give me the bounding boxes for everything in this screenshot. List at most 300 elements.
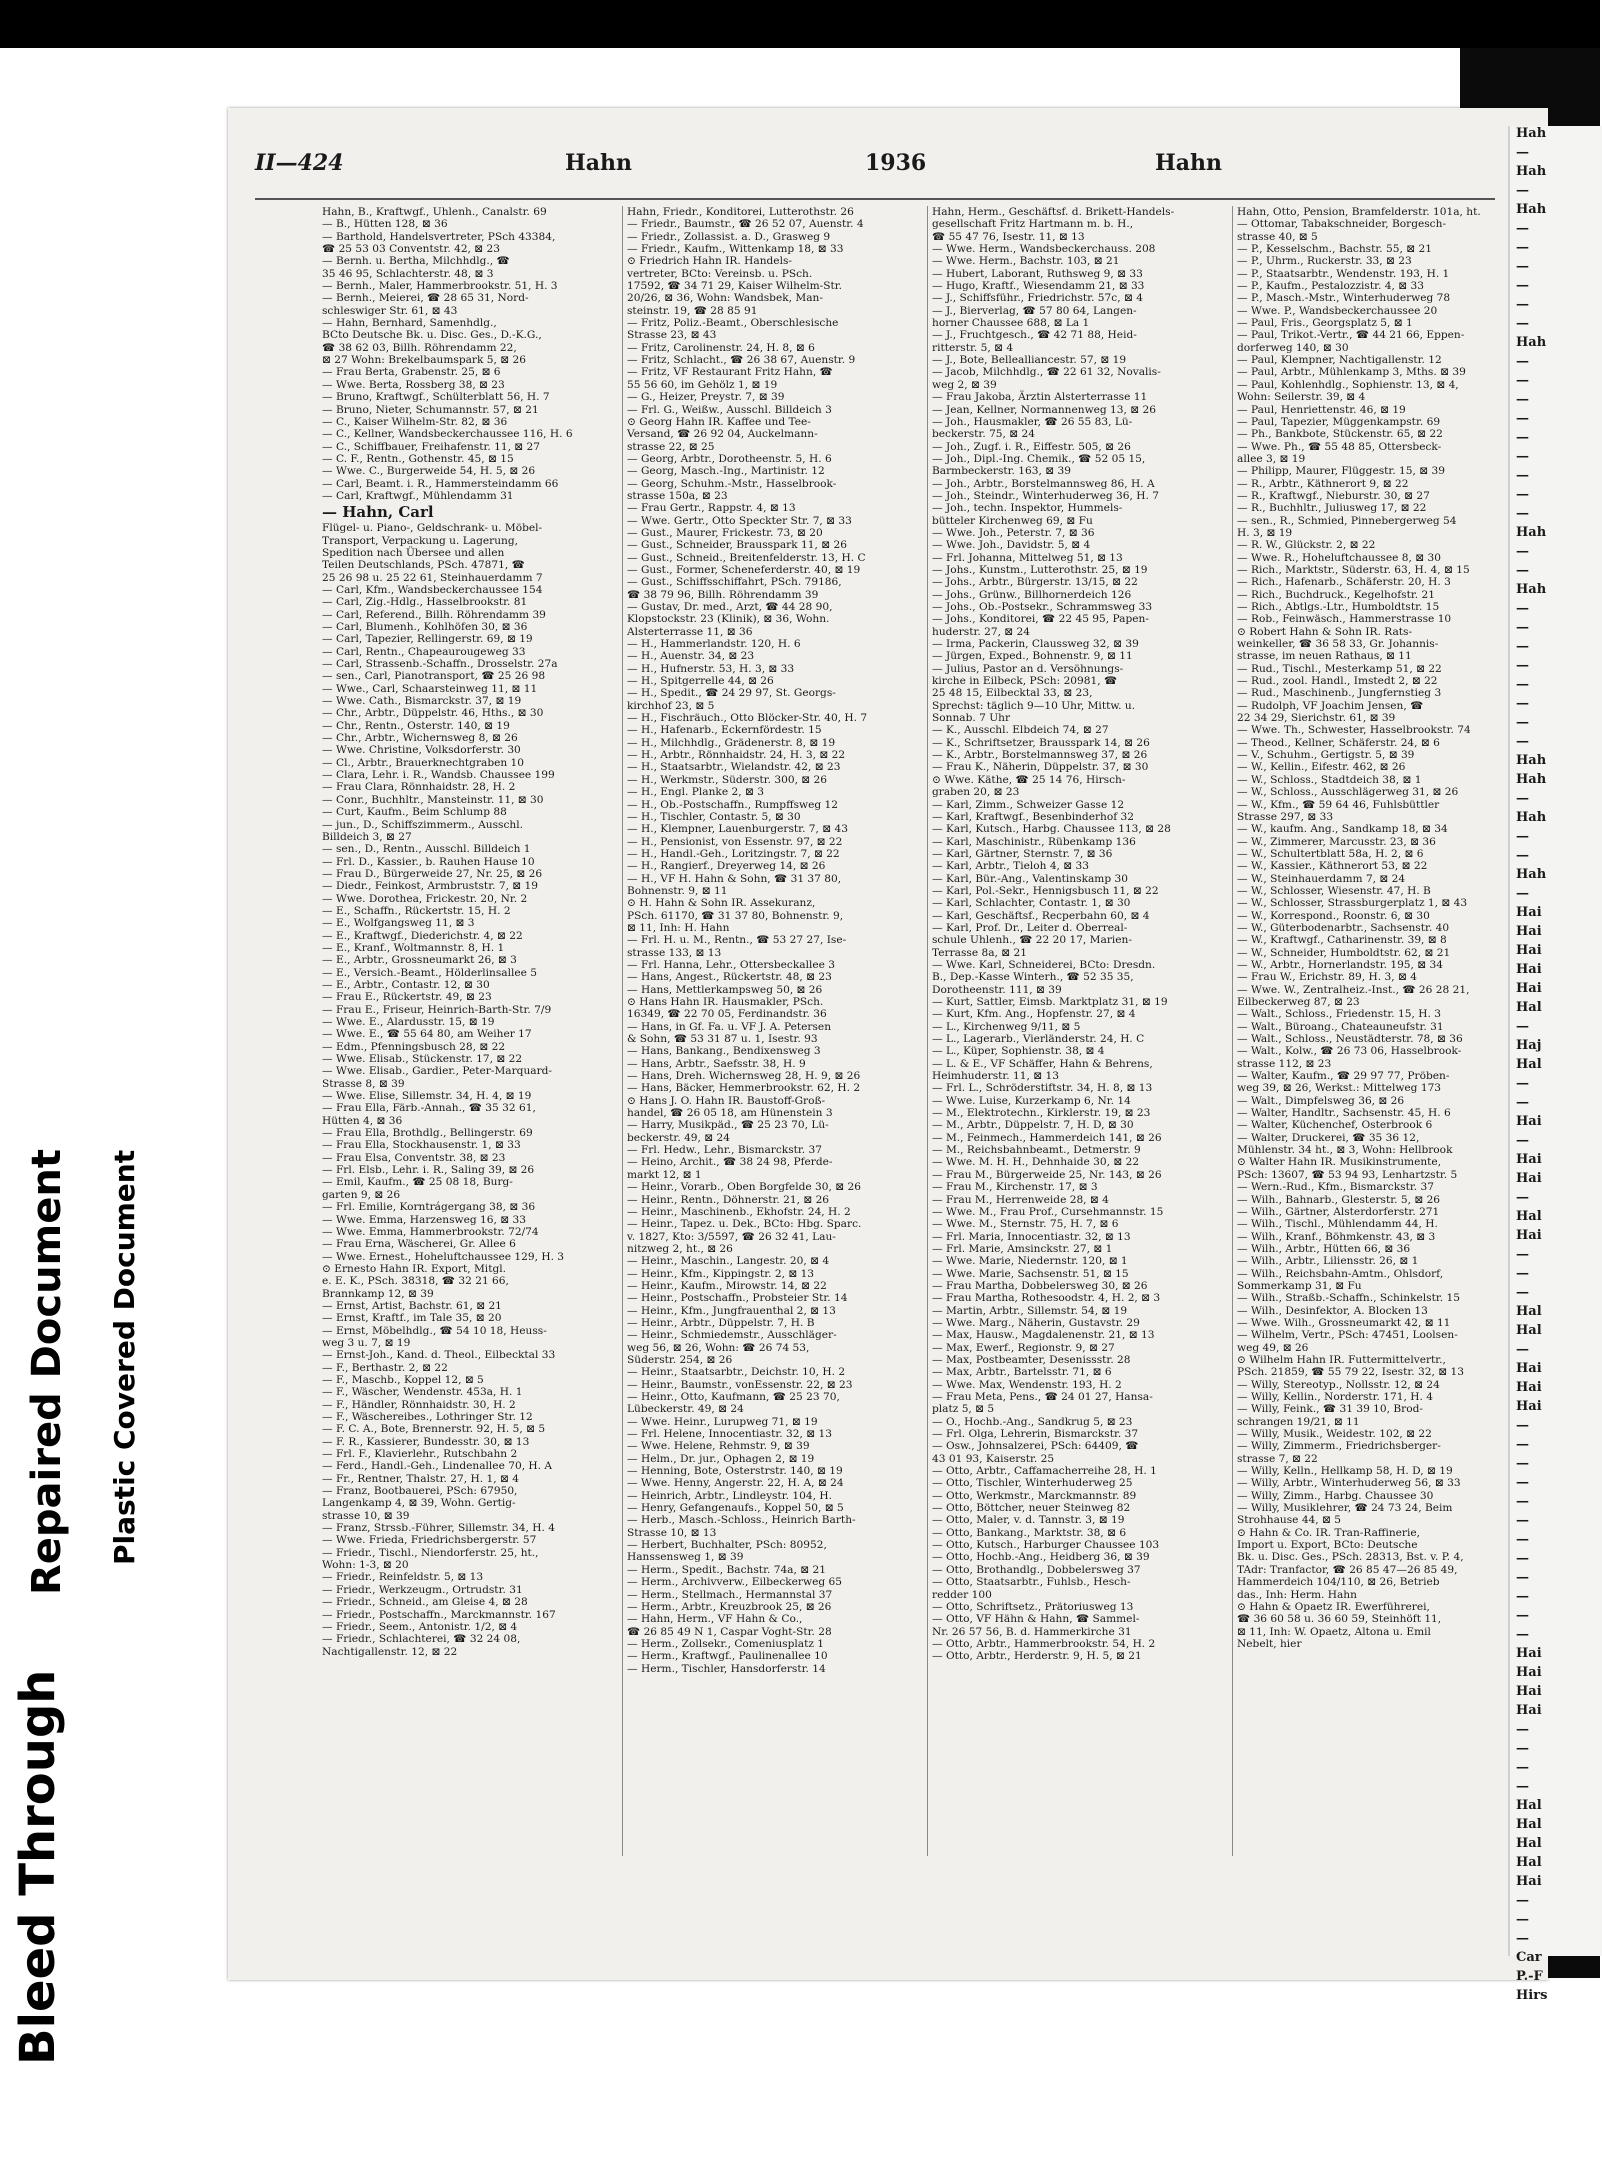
directory-entry: weg 49, ⊠ 26	[1237, 1341, 1309, 1354]
directory-entry: — F., Wäscher, Wendenstr. 453a, H. 1	[322, 1386, 523, 1399]
directory-entry: — Gust., Schiffsschiffahrt, PSch. 79186,	[627, 576, 842, 589]
directory-entry: ⊙ H. Hahn & Sohn IR. Assekuranz,	[627, 897, 816, 910]
directory-entry: ritterstr. 5, ⊠ 4	[932, 341, 1014, 354]
directory-entry: — Carl, Kraftwgf., Mühlendamm 31	[322, 489, 514, 502]
adjacent-page-fragment: —	[1516, 1247, 1529, 1262]
directory-entry: — Walt., Büroang., Chateauneufstr. 31	[1237, 1020, 1444, 1033]
directory-entry: — H., Ob.-Postschaffn., Rumpffsweg 12	[627, 798, 839, 811]
running-head-left: Hahn	[565, 150, 633, 176]
directory-entry: — W., Schultertblatt 58a, H. 2, ⊠ 6	[1237, 847, 1424, 860]
adjacent-page-fragment: —	[1516, 1437, 1529, 1452]
directory-entry: — Heinr., Kfm., Kippingstr. 2, ⊠ 13	[627, 1267, 815, 1280]
directory-entry: — K., Ausschl. Elbdeich 74, ⊠ 27	[932, 724, 1109, 737]
directory-entry: — H., Engl. Planke 2, ⊠ 3	[627, 786, 764, 799]
directory-entry: — Wilh., Desinfektor, A. Blocken 13	[1237, 1304, 1428, 1317]
directory-entry: — Joh., Dipl.-Ing. Chemik., ☎ 52 05 15,	[932, 452, 1146, 465]
directory-entry: — W., Schneider, Humboldtstr. 62, ⊠ 21	[1237, 946, 1451, 959]
directory-entry: — Frau Gertr., Rappstr. 4, ⊠ 13	[627, 502, 796, 515]
directory-entry: — Heinr., Maschin., Langestr. 20, ⊠ 4	[627, 1255, 830, 1268]
directory-entry: — Ernst, Artist, Bachstr. 61, ⊠ 21	[322, 1299, 502, 1312]
directory-entry: — Joh., Hausmakler, ☎ 26 55 83, Lü-	[932, 415, 1133, 428]
directory-entry: Strohhause 44, ⊠ 5	[1237, 1514, 1342, 1527]
bleed-through-label: Bleed Through	[10, 1669, 66, 2065]
adjacent-page-fragment: Hah	[1516, 582, 1547, 597]
scan-annotation-labels	[0, 560, 200, 2065]
directory-entry: e. E. K., PSch. 38318, ☎ 32 21 66,	[322, 1275, 509, 1288]
directory-entry: — H., Handl.-Geh., Loritzingstr. 7, ⊠ 22	[627, 847, 840, 860]
adjacent-page-fragment: Hai	[1516, 1380, 1542, 1395]
directory-entry: — Friedr., Seem., Antonistr. 1/2, ⊠ 4	[322, 1620, 518, 1633]
adjacent-page-fragment: Hah	[1516, 335, 1547, 350]
directory-entry: Eilbeckerweg 87, ⊠ 23	[1237, 996, 1360, 1008]
directory-entry: Hütten 4, ⊠ 36	[322, 1114, 403, 1127]
directory-entry: — Frl. Olga, Lehrerin, Bismarckstr. 37	[932, 1428, 1139, 1441]
page-header	[255, 150, 1495, 190]
directory-entry: — Karl, Arbtr., Tieloh 4, ⊠ 33	[932, 860, 1090, 873]
directory-entry: — Willy, Musik., Weidestr. 102, ⊠ 22	[1237, 1428, 1432, 1441]
adjacent-page-fragment: —	[1516, 1513, 1529, 1528]
directory-entry: H. 3, ⊠ 19	[1237, 526, 1293, 539]
directory-entry: — F., Berthastr. 2, ⊠ 22	[322, 1361, 448, 1374]
directory-entry: — Frl. G., Weißw., Ausschl. Billdeich 3	[627, 403, 832, 416]
directory-entry: allee 3, ⊠ 19	[1237, 452, 1306, 465]
directory-entry: — H., Klempner, Lauenburgerstr. 7, ⊠ 43	[627, 823, 849, 836]
directory-entry: Sommerkamp 31, ⊠ Fu	[1237, 1279, 1362, 1292]
directory-entry: — Ph., Bankbote, Stückenstr. 65, ⊠ 22	[1237, 428, 1443, 441]
adjacent-page-fragment: —	[1516, 1627, 1529, 1642]
directory-entry: — E., Arbtr., Grossneumarkt 26, ⊠ 3	[322, 954, 517, 967]
directory-entry: Sprechst: täglich 9—10 Uhr, Mittw. u.	[932, 699, 1136, 712]
directory-entry: — Wwe. Cath., Bismarckstr. 37, ⊠ 19	[322, 695, 522, 708]
directory-entry: — F., Maschb., Koppel 12, ⊠ 5	[322, 1373, 484, 1386]
directory-entry: ⊙ Robert Hahn & Sohn IR. Rats-	[1237, 625, 1413, 638]
directory-entry: weg 3 u. 7, ⊠ 19	[322, 1336, 411, 1349]
directory-entry: — Otto, Werkmstr., Marckmannstr. 89	[932, 1489, 1137, 1502]
directory-entry: 35 46 95, Schlachterstr. 48, ⊠ 3	[322, 267, 494, 280]
directory-entry: — Wwe. Gertr., Otto Speckter Str. 7, ⊠ 33	[627, 514, 852, 527]
directory-entry: — Carl, Zig.-Hdlg., Hasselbrookstr. 81	[322, 596, 528, 609]
adjacent-page-fragment: —	[1516, 430, 1529, 445]
adjacent-page-fragment: —	[1516, 696, 1529, 711]
directory-entry: Sonnab. 7 Uhr	[932, 712, 1011, 725]
adjacent-page-fragment: Hal	[1516, 1209, 1542, 1224]
directory-entry: — Frau E., Friseur, Heinrich-Barth-Str. 7/9	[322, 1003, 552, 1016]
directory-entry: — E., Kraftwgf., Diederichstr. 4, ⊠ 22	[322, 929, 523, 942]
directory-entry: ⊠ 11, Inh: W. Opaetz, Altona u. Emil	[1237, 1625, 1431, 1638]
directory-entry: — Paul, Arbtr., Mühlenkamp 3, Mths. ⊠ 39	[1237, 366, 1466, 379]
adjacent-page-fragment: Hai	[1516, 1703, 1542, 1718]
directory-entry: — Diedr., Feinkost, Armbruststr. 7, ⊠ 19	[322, 880, 539, 893]
directory-entry: — Wwe. Ernest., Hoheluftchaussee 129, H. 3	[322, 1250, 565, 1263]
adjacent-page-fragment: Hai	[1516, 1152, 1542, 1167]
directory-entry: — P., Kaufm., Pestalozzistr. 4, ⊠ 33	[1237, 280, 1424, 293]
directory-entry: vertreter, BCto: Vereinsb. u. PSch.	[627, 267, 813, 280]
adjacent-page-fragment: Hai	[1516, 1228, 1542, 1243]
directory-entry: — Jean, Kellner, Normannenweg 13, ⊠ 26	[932, 403, 1156, 416]
directory-entry: 17592, ☎ 34 71 29, Kaiser Wilhelm-Str.	[627, 280, 843, 293]
adjacent-page-fragment: —	[1516, 677, 1529, 692]
directory-entry: ☎ 55 47 76, Isestr. 11, ⊠ 13	[932, 230, 1085, 243]
directory-entry: — Frl. Elsb., Lehr. i. R., Saling 39, ⊠ 26	[322, 1164, 535, 1177]
directory-entry: — O., Hochb.-Ang., Sandkrug 5, ⊠ 23	[932, 1415, 1133, 1428]
directory-entry: — Frl. Johanna, Mittelweg 51, ⊠ 13	[932, 551, 1123, 564]
directory-entry: — Kurt, Sattler, Eimsb. Marktplatz 31, ⊠ 19	[932, 996, 1168, 1008]
directory-entry: strasse 150a, ⊠ 23	[627, 489, 728, 502]
directory-entry: — Gustav, Dr. med., Arzt, ☎ 44 28 90,	[627, 601, 833, 613]
directory-entry: — W., Zimmerer, Marcusstr. 23, ⊠ 36	[1237, 835, 1436, 848]
directory-entry: — Max, Hausw., Magdalenenstr. 21, ⊠ 13	[932, 1329, 1155, 1342]
directory-entry: ⊙ Georg Hahn IR. Kaffee und Tee-	[627, 415, 811, 428]
directory-entry: — M., Elektrotechn., Kirklerstr. 19, ⊠ 23	[932, 1107, 1151, 1120]
directory-entry: — Harry, Musikpäd., ☎ 25 23 70, Lü-	[627, 1119, 829, 1132]
directory-entry: Billdeich 3, ⊠ 27	[322, 830, 412, 843]
adjacent-page-fragment: Hai	[1516, 1684, 1542, 1699]
directory-entry: Spedition nach Übersee und allen	[322, 546, 505, 559]
directory-entry: Nr. 26 57 56, B. d. Hammerkirche 31	[932, 1625, 1132, 1638]
directory-entry: — Herm., Kraftwgf., Paulinenallee 10	[627, 1650, 828, 1663]
directory-entry: — Frl. D., Kassier., b. Rauhen Hause 10	[322, 855, 535, 868]
directory-entry: schrangen 19/21, ⊠ 11	[1237, 1415, 1360, 1428]
adjacent-page-fragment: Hal	[1516, 1817, 1542, 1832]
directory-entry: strasse 10, ⊠ 39	[322, 1509, 410, 1522]
directory-entry: — Rud., Tischl., Mesterkamp 51, ⊠ 22	[1237, 662, 1442, 675]
directory-entry: — Heinr., Kfm., Jungfrauenthal 2, ⊠ 13	[627, 1304, 836, 1317]
directory-entry: Terrasse 8a, ⊠ 21	[932, 946, 1027, 959]
directory-entry: Hahn, B., Kraftwgf., Uhlenh., Canalstr. 69	[322, 206, 547, 218]
adjacent-page-fragment: —	[1516, 1760, 1529, 1775]
adjacent-page-fragment: —	[1516, 487, 1529, 502]
adjacent-page-fragment: —	[1516, 449, 1529, 464]
directory-entry: — W., kaufm. Ang., Sandkamp 18, ⊠ 34	[1237, 823, 1448, 836]
directory-entry: — Frau M., Kirchenstr. 17, ⊠ 3	[932, 1181, 1098, 1194]
directory-entry: — Edm., Pfenningsbusch 28, ⊠ 22	[322, 1040, 506, 1053]
directory-entry: — Heinr., Baumstr., vonEssenstr. 22, ⊠ 23	[627, 1378, 853, 1391]
directory-column-2	[627, 206, 928, 1856]
directory-entry: — C., Schiffbauer, Freihafenstr. 11, ⊠ 27	[322, 440, 541, 453]
adjacent-page-fragment: —	[1516, 259, 1529, 274]
directory-entry: — Heinr., Maschinenb., Ekhofstr. 24, H. 2	[627, 1205, 851, 1218]
directory-entry: — R., Kraftwgf., Nieburstr. 30, ⊠ 27	[1237, 489, 1430, 502]
directory-entry: — Wwe. M. H. H., Dehnhaide 30, ⊠ 22	[932, 1156, 1140, 1169]
adjacent-page-fragment: —	[1516, 848, 1529, 863]
directory-entry: — L., Lagerarb., Vierländerstr. 24, H. C	[932, 1033, 1145, 1046]
directory-entry: — Walter, Druckerei, ☎ 35 36 12,	[1237, 1131, 1420, 1144]
page-number: II—424	[255, 150, 344, 176]
directory-entry: — Wilh., Arbtr., Hütten 66, ⊠ 36	[1237, 1242, 1411, 1255]
directory-entry: — Wwe. Marie, Niedernstr. 120, ⊠ 1	[932, 1255, 1128, 1268]
directory-column-3	[932, 206, 1233, 1856]
directory-entry: — M., Arbtr., Düppelstr. 7, H. D, ⊠ 30	[932, 1119, 1134, 1132]
adjacent-page-fragment: —	[1516, 658, 1529, 673]
directory-entry: — Willy, Feink., ☎ 31 39 10, Brod-	[1237, 1403, 1423, 1416]
directory-entry: — Frl. F., Klavierlehr., Rutschbahn 2	[322, 1448, 518, 1461]
directory-entry: — Herm., Archivverw., Eilbeckerweg 65	[627, 1576, 842, 1589]
adjacent-page-fragment: —	[1516, 715, 1529, 730]
directory-entry: — Otto, Bankang., Marktstr. 38, ⊠ 6	[932, 1526, 1127, 1539]
directory-entry: — Carl, Referend., Billh. Röhrendamm 39	[322, 608, 546, 621]
directory-entry: — Friedr., Reinfeldstr. 5, ⊠ 13	[322, 1571, 484, 1584]
directory-entry: — Rud., zool. Handl., Imstedt 2, ⊠ 22	[1237, 675, 1438, 688]
directory-entry: weg 56, ⊠ 26, Wohn: ☎ 26 74 53,	[627, 1341, 810, 1354]
directory-entry: schleswiger Str. 61, ⊠ 43	[322, 304, 458, 317]
directory-entry: graben 20, ⊠ 23	[932, 786, 1020, 799]
directory-entry: ⊠ 11, Inh: H. Hahn	[627, 921, 730, 934]
directory-entry: — Wwe. Dorothea, Frickestr. 20, Nr. 2	[322, 892, 528, 905]
directory-entry: — Heinr., Otto, Kaufmann, ☎ 25 23 70,	[627, 1391, 840, 1403]
directory-entry: — H., VF H. Hahn & Sohn, ☎ 31 37 80,	[627, 872, 842, 885]
directory-entry: Flügel- u. Piano-, Geldschrank- u. Möbel-	[322, 522, 543, 535]
directory-entry: — Wwe. M., Sternstr. 75, H. 7, ⊠ 6	[932, 1218, 1119, 1231]
directory-entry: — Willy, Arbtr., Winterhuderweg 56, ⊠ 33	[1237, 1477, 1461, 1490]
directory-entry: — Clara, Lehr. i. R., Wandsb. Chaussee 199	[322, 769, 555, 782]
directory-entry: — Frl. Marie, Amsinckstr. 27, ⊠ 1	[932, 1242, 1113, 1255]
directory-entry: ⊙ Friedrich Hahn IR. Handels-	[627, 255, 792, 268]
directory-entry: — Paul, Klempner, Nachtigallenstr. 12	[1237, 354, 1442, 367]
directory-entry: — Gust., Schneid., Breitenfelderstr. 13, H. C	[627, 551, 866, 564]
directory-entry: — Karl, Bür.-Ang., Valentinskamp 30	[932, 872, 1128, 885]
directory-entry: — Joh., techn. Inspektor, Hummels-	[932, 502, 1123, 515]
directory-entry: — jun., D., Schiffszimmerm., Ausschl.	[322, 818, 523, 831]
directory-entry: — Rich., Marktstr., Süderstr. 63, H. 4, ⊠ 15	[1237, 563, 1470, 576]
directory-entry: — Henry, Gefangenaufs., Koppel 50, ⊠ 5	[627, 1502, 844, 1515]
adjacent-page-fragment: —	[1516, 1931, 1529, 1946]
directory-entry: — Otto, Arbtr., Caffamacherreihe 28, H. 1	[932, 1465, 1157, 1478]
directory-entry: garten 9, ⊠ 26	[322, 1188, 401, 1201]
directory-entry: — Fritz, Schlacht., ☎ 26 38 67, Auenstr. 9	[627, 354, 856, 367]
directory-entry: — W., Kraftwgf., Catharinenstr. 39, ⊠ 8	[1237, 934, 1447, 947]
directory-entry: Bk. u. Disc. Ges., PSch. 28313, Bst. v. P. 4,	[1237, 1551, 1464, 1564]
directory-entry: Dorotheenstr. 111, ⊠ 39	[932, 983, 1062, 996]
adjacent-page-fragment: Car	[1516, 1950, 1542, 1965]
directory-entry: — Wwe. Marg., Näherin, Gustavstr. 29	[932, 1316, 1140, 1329]
directory-entry: weg 39, ⊠ 26, Werkst.: Mittelweg 173	[1237, 1082, 1442, 1095]
directory-entry: — R., Buchhltr., Juliusweg 17, ⊠ 22	[1237, 502, 1427, 515]
directory-entry: — Frau Jakoba, Ärztin Alsterterrasse 11	[932, 391, 1148, 404]
directory-entry: — Wwe. Berta, Rossberg 38, ⊠ 23	[322, 378, 505, 391]
adjacent-page-fragment: Hah	[1516, 772, 1547, 787]
directory-entry: — Willy, Zimm., Harbg. Chaussee 30	[1237, 1489, 1434, 1502]
directory-entry: Brannkamp 12, ⊠ 39	[322, 1287, 434, 1300]
directory-entry: — Frl. Emilie, Korntrágergang 38, ⊠ 36	[322, 1201, 536, 1214]
directory-entry: strasse 112, ⊠ 23	[1237, 1057, 1332, 1070]
directory-entry: — Herm., Stellmach., Hermannstal 37	[627, 1588, 833, 1601]
directory-entry: ⊠ 27 Wohn: Brekelbaumspark 5, ⊠ 26	[322, 354, 526, 367]
directory-entry: — Willy, Kelln., Hellkamp 58, H. D, ⊠ 19	[1237, 1465, 1453, 1478]
directory-entry: — K., Arbtr., Borstelmannsweg 37, ⊠ 26	[932, 749, 1148, 762]
directory-entry: — Karl, Kraftwgf., Besenbinderhof 32	[932, 810, 1135, 823]
directory-entry: strasse 7, ⊠ 22	[1237, 1452, 1318, 1465]
directory-entry: — H., Auenstr. 34, ⊠ 23	[627, 650, 755, 663]
directory-entry: Klopstockstr. 23 (Klinik), ⊠ 36, Wohn.	[627, 613, 830, 626]
directory-entry: Hammerdeich 104/110, ⊠ 26, Betrieb	[1237, 1576, 1440, 1589]
directory-entry: — Fritz, Poliz.-Beamt., Oberschlesische	[627, 317, 839, 330]
directory-entry: ⊙ Walter Hahn IR. Musikinstrumente,	[1237, 1156, 1442, 1169]
directory-entry: — Philipp, Maurer, Flüggestr. 15, ⊠ 39	[1237, 465, 1445, 478]
directory-entry: — Barthold, Handelsvertreter, PSch 43384,	[322, 230, 556, 243]
directory-entry: — Osw., Johnsalzerei, PSch: 64409, ☎	[932, 1440, 1139, 1453]
directory-entry: — Wwe. R., Hoheluftchaussee 8, ⊠ 30	[1237, 551, 1441, 564]
directory-entry: — Walter, Küchenchef, Osterbrook 6	[1237, 1119, 1433, 1132]
directory-entry: — F. R., Kassierer, Bundesstr. 30, ⊠ 13	[322, 1435, 530, 1448]
directory-entry: — Ferd., Handl.-Geh., Lindenallee 70, H. A	[322, 1460, 553, 1473]
directory-entry: 22 34 29, Sierichstr. 61, ⊠ 39	[1237, 712, 1396, 725]
directory-entry: — Friedr., Schlachterei, ☎ 32 24 08,	[322, 1633, 521, 1646]
directory-entry: — Wwe. Henny, Angerstr. 22, H. A, ⊠ 24	[627, 1477, 844, 1490]
directory-entry: kirchhof 23, ⊠ 5	[627, 699, 715, 712]
directory-entry: ☎ 38 62 03, Billh. Röhrendamm 22,	[322, 341, 517, 354]
adjacent-page-fragment: Hal	[1516, 1836, 1542, 1851]
directory-entry: — Wwe. Heinr., Lurupweg 71, ⊠ 19	[627, 1415, 818, 1428]
adjacent-page-fragment: Hah	[1516, 810, 1547, 825]
header-rule	[255, 198, 1495, 200]
adjacent-page-fragment: P.-F	[1516, 1969, 1543, 1984]
directory-entry: — Hans, Bäcker, Hemmerbrookstr. 62, H. 2	[627, 1082, 861, 1095]
adjacent-page-fragment: —	[1516, 734, 1529, 749]
directory-entry: — P., Staatsarbtr., Wendenstr. 193, H. 1	[1237, 267, 1450, 280]
directory-entry: — Karl, Kutsch., Harbg. Chaussee 113, ⊠ 28	[932, 823, 1171, 836]
directory-entry: — Emil, Kaufm., ☎ 25 08 18, Burg-	[322, 1176, 513, 1189]
adjacent-page-fragment: Hah	[1516, 164, 1547, 179]
directory-entry: — C. F., Rentn., Gothenstr. 45, ⊠ 15	[322, 452, 514, 465]
directory-entry: — Heinrich, Arbtr., Lindleystr. 104, H.	[627, 1489, 832, 1502]
directory-entry: — Frl. H. u. M., Rentn., ☎ 53 27 27, Ise-	[627, 934, 847, 947]
directory-entry: — Wwe. M., Frau Prof., Cursehmannstr. 15	[932, 1205, 1164, 1218]
directory-entry: — Wwe. Max, Wendenstr. 193, H. 2	[932, 1378, 1122, 1391]
adjacent-page-fragment: Hal	[1516, 1855, 1542, 1870]
directory-entry: — Wwe. Th., Schwester, Hasselbrookstr. 74	[1237, 724, 1471, 737]
adjacent-page-fragment: —	[1516, 1532, 1529, 1547]
adjacent-page-fragment: Hai	[1516, 924, 1542, 939]
directory-entry: — Gust., Former, Scheneferderstr. 40, ⊠ 19	[627, 563, 861, 576]
adjacent-page-fragment: —	[1516, 1475, 1529, 1490]
adjacent-page-fragment: Hah	[1516, 202, 1547, 217]
directory-entry: — Henning, Bote, Osterstrstr. 140, ⊠ 19	[627, 1465, 843, 1478]
directory-entry: — R., Arbtr., Käthnerort 9, ⊠ 22	[1237, 477, 1409, 490]
directory-entry: Strasse 8, ⊠ 39	[322, 1077, 405, 1090]
directory-entry: ⊙ Wilhelm Hahn IR. Futtermittelvertr.,	[1237, 1353, 1446, 1366]
directory-entry: PSch. 21859, ☎ 55 79 22, Isestr. 32, ⊠ 13	[1237, 1366, 1464, 1379]
directory-entry: — G., Heizer, Preystr. 7, ⊠ 39	[627, 391, 785, 404]
directory-entry: — E., Versich.-Beamt., Hölderlinsallee 5	[322, 966, 538, 979]
directory-entry: 25 48 15, Eilbecktal 33, ⊠ 23,	[932, 687, 1093, 700]
directory-entry: — Herm., Spedit., Bachstr. 74a, ⊠ 21	[627, 1563, 826, 1576]
adjacent-page-fragment: —	[1516, 1722, 1529, 1737]
adjacent-page-fragment: —	[1516, 829, 1529, 844]
adjacent-page-fragment: Hai	[1516, 905, 1542, 920]
directory-entry: — Frau E., Rückertstr. 49, ⊠ 23	[322, 991, 492, 1004]
directory-entry: — W., Steinhauerdamm 7, ⊠ 24	[1237, 872, 1406, 885]
adjacent-page-fragment: Hai	[1516, 1646, 1542, 1661]
directory-entry: bütteler Kirchenweg 69, ⊠ Fu	[932, 514, 1093, 527]
directory-entry: — Frl. Maria, Innocentiastr. 32, ⊠ 13	[932, 1230, 1131, 1243]
directory-entry: — P., Masch.-Mstr., Winterhuderweg 78	[1237, 292, 1451, 305]
adjacent-page-fragment: Hal	[1516, 1304, 1542, 1319]
directory-entry: — Walt., Schloss., Neustädterstr. 78, ⊠ 36	[1237, 1033, 1463, 1046]
adjacent-page-fragment: —	[1516, 1285, 1529, 1300]
directory-entry: — sen., Carl, Pianotransport, ☎ 25 26 98	[322, 670, 546, 683]
directory-entry: strasse 40, ⊠ 5	[1237, 230, 1318, 243]
directory-entry: — Bernh., Maler, Hammerbrookstr. 51, H. 3	[322, 280, 558, 293]
directory-entry: — W., Kfm., ☎ 59 64 46, Fuhlsbüttler	[1237, 798, 1440, 811]
adjacent-page-fragment: Hai	[1516, 981, 1542, 996]
directory-entry: steinstr. 19, ☎ 28 85 91	[627, 304, 758, 317]
directory-entry: — Friedr., Schneid., am Gleise 4, ⊠ 28	[322, 1596, 528, 1609]
directory-entry: strasse, im neuen Rathaus, ⊠ 11	[1237, 650, 1412, 663]
directory-entry: — Rich., Buchdruck., Kegelhofstr. 21	[1237, 588, 1435, 601]
directory-entry: Hahn, Herm., Geschäftsf. d. Brikett-Handels-	[932, 206, 1175, 218]
directory-entry: — Bernh. u. Bertha, Milchhdlg., ☎	[322, 255, 510, 268]
directory-entry: — V., Schuhm., Gertigstr. 5, ⊠ 39	[1237, 749, 1415, 762]
adjacent-page-fragment: —	[1516, 316, 1529, 331]
directory-entry: — Wilh., Arbtr., Liliensstr. 26, ⊠ 1	[1237, 1255, 1419, 1268]
directory-entry: — W., Schlosser, Strassburgerplatz 1, ⊠ 43	[1237, 897, 1468, 910]
directory-entry: — H., Fischräuch., Otto Blöcker-Str. 40, H. 7	[627, 712, 868, 725]
directory-entry: — Wwe. Karl, Schneiderei, BCto: Dresdn.	[932, 958, 1156, 971]
directory-entry: — Walt., Kolw., ☎ 26 73 06, Hasselbrook-	[1237, 1045, 1462, 1058]
directory-entry: & Sohn, ☎ 53 31 87 u. 1, Isestr. 93	[627, 1033, 818, 1046]
directory-entry: Mühlenstr. 34 ht., ⊠ 3, Wohn: Hellbrook	[1237, 1144, 1453, 1157]
directory-entry: — Frau D., Bürgerweide 27, Nr. 25, ⊠ 26	[322, 867, 543, 880]
directory-entry: — P., Kesselschm., Bachstr. 55, ⊠ 21	[1237, 243, 1432, 256]
directory-entry: — H., Hafenarb., Eckernfördestr. 15	[627, 724, 822, 737]
directory-entry: — Joh., Zugf. i. R., Eiffestr. 505, ⊠ 26	[932, 440, 1131, 453]
directory-entry: Strasse 10, ⊠ 13	[627, 1526, 717, 1539]
directory-entry: — Wwe. Luise, Kurzerkamp 6, Nr. 14	[932, 1094, 1131, 1107]
adjacent-page-fragment: Hal	[1516, 1798, 1542, 1813]
directory-entry: — Paul, Henriettenstr. 46, ⊠ 19	[1237, 403, 1406, 416]
directory-entry: — H., Hammerlandstr. 120, H. 6	[627, 638, 801, 651]
directory-entry: — Fritz, Carolinenstr. 24, H. 8, ⊠ 6	[627, 341, 815, 354]
directory-entry: 55 56 60, im Gehölz 1, ⊠ 19	[627, 378, 778, 391]
directory-entry: — Friedr., Kaufm., Wittenkamp 18, ⊠ 33	[627, 243, 844, 256]
directory-entry: — Frau Martha, Rothesoodstr. 4, H. 2, ⊠ 3	[932, 1292, 1161, 1305]
adjacent-page-fragment: —	[1516, 1095, 1529, 1110]
adjacent-page-fragment: —	[1516, 278, 1529, 293]
directory-entry: — Chr., Rentn., Osterstr. 140, ⊠ 19	[322, 719, 510, 732]
adjacent-page-fragment: —	[1516, 145, 1529, 160]
directory-entry: — Theod., Kellner, Schäferstr. 24, ⊠ 6	[1237, 736, 1440, 749]
directory-entry: — Georg, Arbtr., Dorotheenstr. 5, H. 6	[627, 452, 832, 465]
adjacent-page-fragment: —	[1516, 411, 1529, 426]
directory-entry: 16349, ☎ 22 70 05, Ferdinandstr. 36	[627, 1008, 827, 1021]
directory-entry: — Joh., Steindr., Winterhuderweg 36, H. 7	[932, 489, 1159, 502]
directory-entry: — Herbert, Buchhalter, PSch: 80952,	[627, 1539, 827, 1552]
directory-entry: — W., Kellin., Eifestr. 462, ⊠ 26	[1237, 761, 1406, 774]
directory-entry: ⊙ Hahn & Co. IR. Tran-Raffinerie,	[1237, 1526, 1421, 1539]
directory-entry: schule Uhlenh., ☎ 22 20 17, Marien-	[932, 934, 1132, 947]
adjacent-page-fragment: Hal	[1516, 1057, 1542, 1072]
adjacent-page-fragment: —	[1516, 1418, 1529, 1433]
directory-entry: — J., Fruchtgesch., ☎ 42 71 88, Heid-	[932, 329, 1137, 342]
directory-entry: — Karl, Geschäftsf., Recperbahn 60, ⊠ 4	[932, 909, 1150, 922]
directory-entry: ⊙ Wwe. Käthe, ☎ 25 14 76, Hirsch-	[932, 773, 1126, 786]
directory-entry: — Wwe. Herm., Bachstr. 103, ⊠ 21	[932, 255, 1120, 268]
directory-entry: nitzweg 2, ht., ⊠ 26	[627, 1242, 733, 1255]
adjacent-page-fragment: Hah	[1516, 753, 1547, 768]
directory-entry: 43 01 93, Kaiserstr. 25	[932, 1452, 1055, 1465]
directory-entry: ⊙ Hans J. O. Hahn IR. Baustoff-Groß-	[627, 1094, 826, 1107]
directory-entry: Süderstr. 254, ⊠ 26	[627, 1353, 733, 1366]
directory-entry: — H., Hufnerstr. 53, H. 3, ⊠ 33	[627, 662, 795, 675]
directory-entry: Transport, Verpackung u. Lagerung,	[322, 534, 518, 547]
directory-entry: — Frau Erna, Wäscherei, Gr. Allee 6	[322, 1238, 516, 1251]
adjacent-page-fragment: Hal	[1516, 1000, 1542, 1015]
directory-entry: — Otto, Schriftsetz., Prätoriusweg 13	[932, 1600, 1134, 1613]
adjacent-page-fragment: Hai	[1516, 943, 1542, 958]
directory-entry: — Frau Berta, Grabenstr. 25, ⊠ 6	[322, 366, 501, 379]
directory-entry: — Ernst, Möbelhdlg., ☎ 54 10 18, Heuss-	[322, 1324, 547, 1337]
scanner-top-border	[0, 0, 1600, 48]
